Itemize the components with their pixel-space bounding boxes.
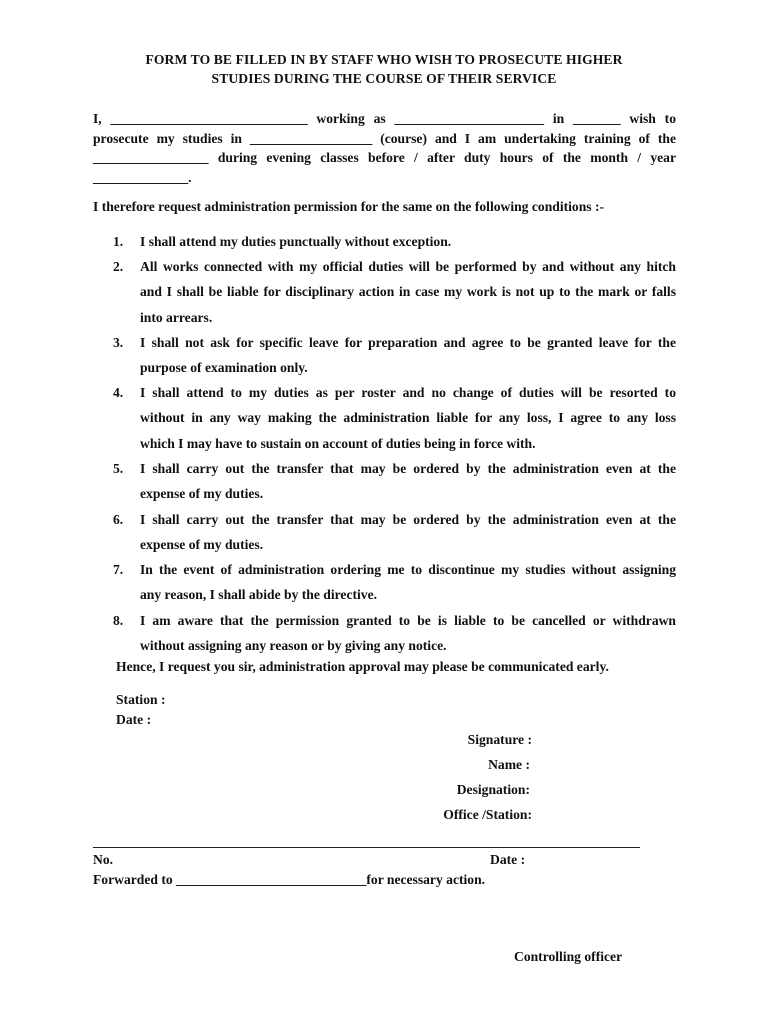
condition-line: and I shall be liable for disciplinary action in case my work is not up to the mark or falls: [140, 284, 676, 300]
intro-line-4: ______________.: [93, 169, 192, 185]
request-statement: I therefore request administration permission for the same on the following conditions :-: [93, 199, 605, 214]
intro-line-2: prosecute my studies in __________________ (course) and I am undertaking training of the: [93, 130, 676, 146]
condition-number: 8.: [113, 613, 124, 628]
condition-line: All works connected with my official duties will be performed by and without any hitch: [140, 259, 676, 274]
date-label: Date :: [116, 712, 152, 727]
signature-label: Signature :: [467, 732, 532, 747]
condition-line: into arrears.: [140, 309, 213, 325]
intro-paragraph: [93, 109, 676, 187]
forward-date-label: Date :: [490, 852, 526, 867]
condition-line: any reason, I shall abide by the directive.: [140, 587, 378, 603]
form-title-line-1: FORM TO BE FILLED IN BY STAFF WHO WISH TO PROSECUTE HIGHER: [145, 52, 623, 67]
condition-line: I shall carry out the transfer that may be ordered by the administration even at the: [140, 512, 676, 527]
condition-line: expense of my duties.: [140, 537, 264, 553]
condition-line: without assigning any reason or by giving any notice.: [140, 638, 447, 654]
condition-line: purpose of examination only.: [140, 360, 308, 376]
name-label: Name :: [488, 757, 530, 772]
condition-number: 1.: [113, 234, 124, 249]
intro-line-3: _________________ during evening classes before / after duty hours of the month / year: [93, 150, 676, 165]
condition-number: 6.: [113, 512, 124, 527]
condition-number: 2.: [113, 259, 124, 274]
condition-line: I shall carry out the transfer that may be ordered by the administration even at the: [140, 461, 676, 476]
condition-number: 5.: [113, 461, 124, 476]
reference-number-label: No.: [93, 852, 114, 867]
condition-number: 3.: [113, 335, 124, 350]
designation-label: Designation:: [456, 782, 530, 797]
condition-number: 4.: [113, 385, 124, 400]
station-label: Station :: [116, 692, 166, 707]
condition-line: I shall attend to my duties as per roster and no change of duties will be resorted to: [140, 385, 676, 400]
forwarded-to-line: Forwarded to ____________________________for necessary action.: [93, 872, 486, 887]
closing-request: Hence, I request you sir, administration approval may please be communicated early.: [116, 659, 609, 674]
form-title-line-2: STUDIES DURING THE COURSE OF THEIR SERVICE: [211, 71, 557, 86]
section-divider: [93, 847, 640, 848]
condition-line: expense of my duties.: [140, 486, 264, 502]
condition-line: I shall not ask for specific leave for preparation and agree to be granted leave for the: [140, 335, 676, 350]
intro-line-1: I, _____________________________ working as ______________________ in _______ wish to: [93, 111, 676, 126]
controlling-officer-label: Controlling officer: [514, 949, 623, 964]
condition-line: In the event of administration ordering me to discontinue my studies without assigning: [140, 562, 676, 577]
condition-number: 7.: [113, 562, 124, 577]
condition-line: I shall attend my duties punctually without exception.: [140, 234, 452, 249]
office-station-label: Office /Station:: [443, 807, 532, 822]
condition-line: without in any way making the administration liable for any loss, I agree to any loss: [140, 410, 676, 426]
condition-line: which I may have to sustain on account of duties being in force with.: [140, 435, 536, 451]
condition-line: I am aware that the permission granted to be is liable to be cancelled or withdrawn: [140, 613, 676, 628]
